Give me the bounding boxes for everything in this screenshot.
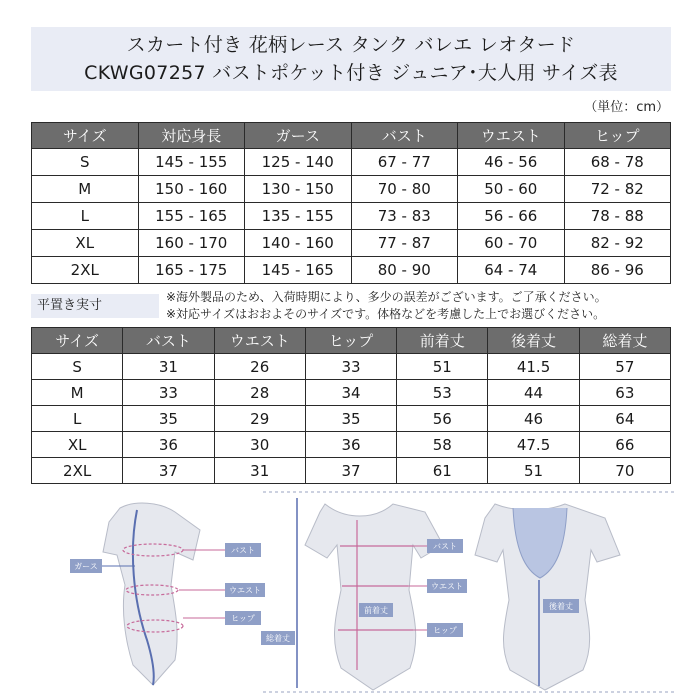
flat-table-cell: 51 bbox=[488, 458, 579, 484]
flat-table-cell: 61 bbox=[397, 458, 488, 484]
flat-table-cell: L bbox=[32, 406, 123, 432]
size-table-cell: 77 - 87 bbox=[351, 230, 458, 257]
flat-table-cell: 30 bbox=[214, 432, 305, 458]
note-line: ※対応サイズはおおよそのサイズです。体格などを考慮した上でお選びください。 bbox=[166, 307, 606, 321]
size-table-cell: L bbox=[32, 203, 139, 230]
size-table-cell: 60 - 70 bbox=[458, 230, 565, 257]
size-table-cell: 155 - 165 bbox=[138, 203, 245, 230]
table-row bbox=[32, 354, 671, 380]
table-row bbox=[32, 458, 671, 484]
flat-table-header-cell: バスト bbox=[123, 328, 214, 354]
size-table-cell: 80 - 90 bbox=[351, 257, 458, 284]
table-row bbox=[32, 176, 671, 203]
table-row bbox=[32, 149, 671, 176]
hip-tag: ヒップ bbox=[433, 626, 457, 635]
size-table-cell: 140 - 160 bbox=[245, 230, 352, 257]
flat-table-cell: 37 bbox=[123, 458, 214, 484]
size-table-header-row bbox=[32, 123, 671, 149]
flat-table-cell: 57 bbox=[579, 354, 670, 380]
flat-table-cell: 63 bbox=[579, 380, 670, 406]
flat-table-cell: 33 bbox=[305, 354, 396, 380]
table-row bbox=[32, 257, 671, 284]
flat-table-cell: 35 bbox=[123, 406, 214, 432]
flat-table-cell: 34 bbox=[305, 380, 396, 406]
bust-tag: バスト bbox=[433, 542, 457, 551]
size-table-cell: 125 - 140 bbox=[245, 149, 352, 176]
size-table-cell: 56 - 66 bbox=[458, 203, 565, 230]
flat-measure-table bbox=[31, 327, 671, 484]
notes bbox=[166, 289, 607, 323]
note-line: ※海外製品のため、入荷時期により、多少の誤差がございます。ご了承ください。 bbox=[166, 290, 607, 304]
flat-table-cell: 2XL bbox=[32, 458, 123, 484]
size-table-cell: 160 - 170 bbox=[138, 230, 245, 257]
size-table-cell: 165 - 175 bbox=[138, 257, 245, 284]
front-length-tag: 前着丈 bbox=[364, 606, 388, 615]
waist-tag: ウエスト bbox=[431, 582, 463, 591]
size-table-header-cell: ガース bbox=[245, 123, 352, 149]
size-table-cell: S bbox=[32, 149, 139, 176]
flat-measure-label: 平置き実寸 bbox=[31, 294, 159, 318]
flat-table-header-cell: 総着丈 bbox=[579, 328, 670, 354]
flat-table-cell: S bbox=[32, 354, 123, 380]
flat-table-body bbox=[32, 354, 671, 484]
flat-table-header-cell: サイズ bbox=[32, 328, 123, 354]
bust-tag-left: バスト bbox=[231, 546, 255, 555]
size-table-cell: 50 - 60 bbox=[458, 176, 565, 203]
flat-table-cell: 26 bbox=[214, 354, 305, 380]
size-table-header-cell: バスト bbox=[351, 123, 458, 149]
size-table-cell: 72 - 82 bbox=[564, 176, 671, 203]
flat-table-cell: 36 bbox=[305, 432, 396, 458]
flat-table-header-cell: 後着丈 bbox=[488, 328, 579, 354]
size-table-cell: 73 - 83 bbox=[351, 203, 458, 230]
waist-tag-left: ウエスト bbox=[229, 586, 261, 595]
flat-table-cell: 33 bbox=[123, 380, 214, 406]
measurement-diagram bbox=[25, 490, 680, 695]
flat-table-cell: 41.5 bbox=[488, 354, 579, 380]
flat-table-cell: 64 bbox=[579, 406, 670, 432]
title-line-2: CKWG07257 バストポケット付き ジュニア･大人用 サイズ表 bbox=[84, 62, 618, 84]
flat-table-cell: 29 bbox=[214, 406, 305, 432]
size-table-cell: 46 - 56 bbox=[458, 149, 565, 176]
size-table-body bbox=[32, 149, 671, 284]
size-table-cell: 86 - 96 bbox=[564, 257, 671, 284]
size-table-header-cell: ヒップ bbox=[564, 123, 671, 149]
size-table bbox=[31, 122, 671, 284]
flat-table-cell: 58 bbox=[397, 432, 488, 458]
flat-table-cell: 47.5 bbox=[488, 432, 579, 458]
table-row bbox=[32, 203, 671, 230]
flat-table-cell: M bbox=[32, 380, 123, 406]
size-table-cell: 78 - 88 bbox=[564, 203, 671, 230]
front-view-figure bbox=[261, 498, 467, 690]
flat-table-cell: 53 bbox=[397, 380, 488, 406]
flat-table-cell: 56 bbox=[397, 406, 488, 432]
unit-label: （単位：cm） bbox=[584, 100, 669, 115]
flat-table-cell: 70 bbox=[579, 458, 670, 484]
table-row bbox=[32, 230, 671, 257]
flat-table-header-cell: ウエスト bbox=[214, 328, 305, 354]
size-table-cell: 82 - 92 bbox=[564, 230, 671, 257]
flat-table-cell: 28 bbox=[214, 380, 305, 406]
size-table-cell: 70 - 80 bbox=[351, 176, 458, 203]
back-length-tag: 後着丈 bbox=[549, 602, 573, 611]
size-table-cell: 130 - 150 bbox=[245, 176, 352, 203]
flat-table-cell: 66 bbox=[579, 432, 670, 458]
size-table-cell: 2XL bbox=[32, 257, 139, 284]
size-table-cell: 67 - 77 bbox=[351, 149, 458, 176]
flat-table-cell: 36 bbox=[123, 432, 214, 458]
flat-table-cell: 51 bbox=[397, 354, 488, 380]
side-view-figure bbox=[70, 503, 265, 685]
flat-table-cell: XL bbox=[32, 432, 123, 458]
size-table-cell: 145 - 155 bbox=[138, 149, 245, 176]
page-title bbox=[31, 27, 671, 91]
size-table-header-cell: サイズ bbox=[32, 123, 139, 149]
table-row bbox=[32, 406, 671, 432]
flat-table-header-cell: 前着丈 bbox=[397, 328, 488, 354]
size-table-cell: XL bbox=[32, 230, 139, 257]
size-table-header-cell: 対応身長 bbox=[138, 123, 245, 149]
flat-table-cell: 31 bbox=[123, 354, 214, 380]
size-table-cell: 145 - 165 bbox=[245, 257, 352, 284]
girth-tag: ガース bbox=[74, 562, 98, 571]
table-row bbox=[32, 380, 671, 406]
size-table-header-cell: ウエスト bbox=[458, 123, 565, 149]
total-length-tag: 総着丈 bbox=[266, 634, 290, 643]
size-table-cell: 135 - 155 bbox=[245, 203, 352, 230]
flat-table-cell: 46 bbox=[488, 406, 579, 432]
size-table-cell: 64 - 74 bbox=[458, 257, 565, 284]
flat-table-header-cell: ヒップ bbox=[305, 328, 396, 354]
table-row bbox=[32, 432, 671, 458]
flat-table-cell: 44 bbox=[488, 380, 579, 406]
size-table-cell: 150 - 160 bbox=[138, 176, 245, 203]
size-table-cell: 68 - 78 bbox=[564, 149, 671, 176]
flat-table-cell: 31 bbox=[214, 458, 305, 484]
back-view-figure bbox=[475, 504, 620, 690]
flat-table-cell: 35 bbox=[305, 406, 396, 432]
title-line-1: スカート付き 花柄レース タンク バレエ レオタード bbox=[126, 34, 576, 56]
hip-tag-left: ヒップ bbox=[231, 614, 255, 623]
flat-table-header-row bbox=[32, 328, 671, 354]
flat-table-cell: 37 bbox=[305, 458, 396, 484]
size-table-cell: M bbox=[32, 176, 139, 203]
